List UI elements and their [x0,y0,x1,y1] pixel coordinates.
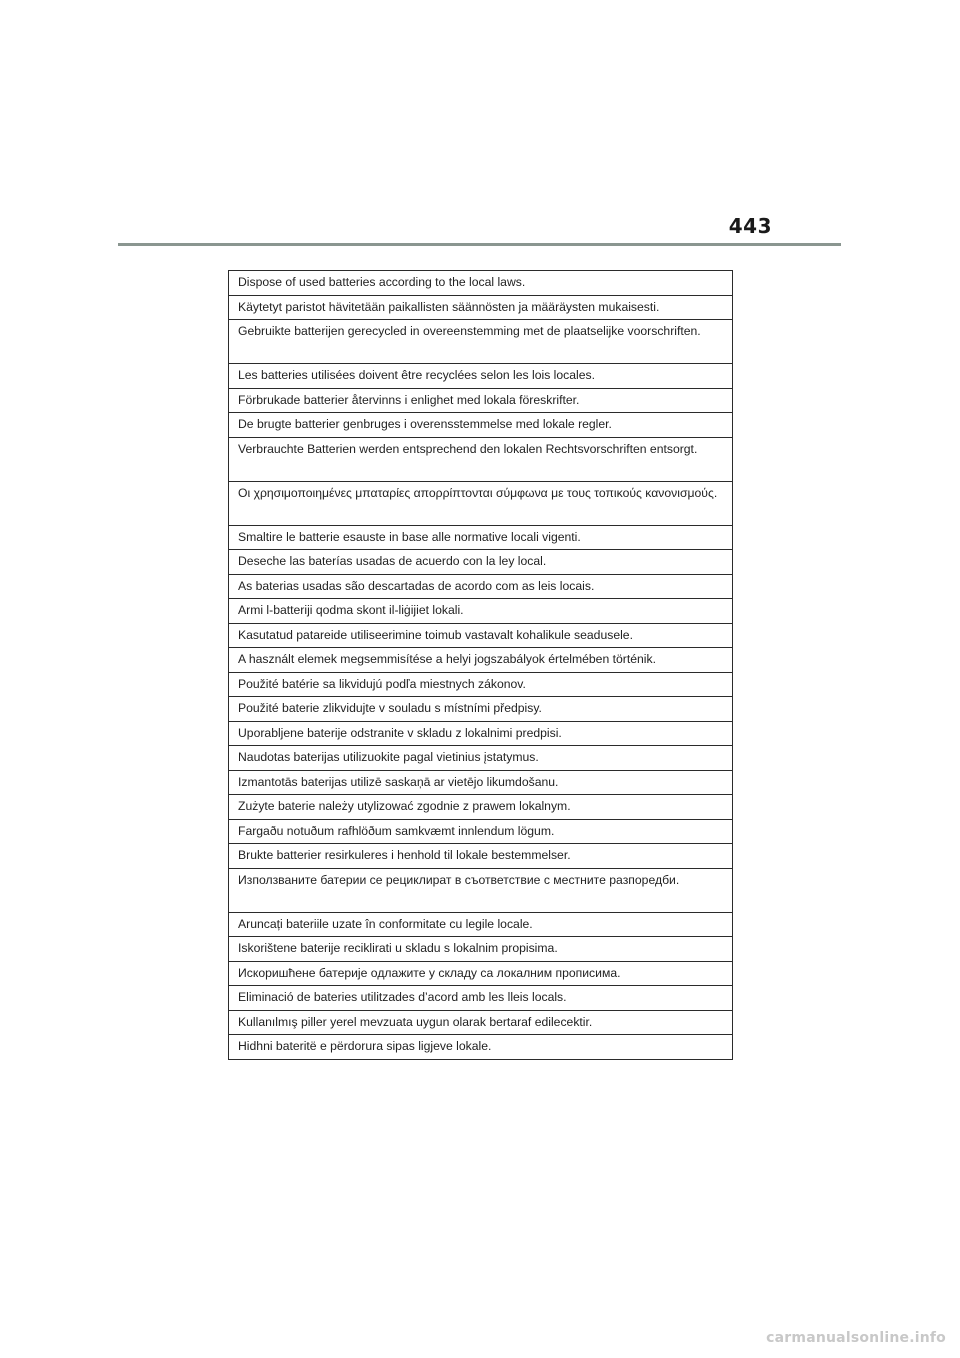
statement-maltese: Armi l-batteriji qodma skont il-liġijiet lokali. [229,599,733,624]
table-row [229,697,733,722]
statement-hungarian: A használt elemek megsemmisítése a helyi jogszabályok értelmében történik. [229,648,733,673]
watermark [0,1330,960,1346]
table-row [229,912,733,937]
table-row [229,721,733,746]
table-row [229,388,733,413]
table-row [229,525,733,550]
table-row [229,819,733,844]
table-row [229,437,733,481]
statement-dutch: Gebruikte batterijen gerecycled in overeenstemming met de plaatselijke voorschriften. [229,320,733,364]
statement-romanian: Aruncați bateriile uzate în conformitate cu legile locale. [229,912,733,937]
battery-disposal-table [228,270,733,1060]
statement-bulgarian: Използваните батерии се рециклират в съответствие с местните разпоредби. [229,868,733,912]
table-row [229,481,733,525]
statement-finnish: Käytetyt paristot hävitetään paikallisten säännösten ja määräysten mukaisesti. [229,295,733,320]
table-row [229,770,733,795]
statement-polish: Zużyte baterie należy utylizować zgodnie z prawem lokalnym. [229,795,733,820]
statement-italian: Smaltire le batterie esauste in base alle normative locali vigenti. [229,525,733,550]
statement-greek: Οι χρησιμοποιημένες μπαταρίες απορρίπτονται σύμφωνα με τους τοπικούς κανονισμούς. [229,481,733,525]
statement-czech: Použité baterie zlikvidujte v souladu s místními předpisy. [229,697,733,722]
statement-portuguese: As baterias usadas são descartadas de acordo com as leis locais. [229,574,733,599]
table-row [229,1035,733,1060]
table-row [229,844,733,869]
statement-albanian: Hidhni bateritë e përdorura sipas ligjeve lokale. [229,1035,733,1060]
table-row [229,295,733,320]
table-row [229,937,733,962]
statement-catalan: Eliminació de bateries utilitzades d’acord amb les lleis locals. [229,986,733,1011]
statement-slovak: Použité batérie sa likvidujú podľa miestnych zákonov. [229,672,733,697]
table-row [229,413,733,438]
table-row [229,648,733,673]
table-row [229,672,733,697]
statement-latvian: Izmantotās baterijas utilizē saskaņā ar vietējo likumdošanu. [229,770,733,795]
statement-french: Les batteries utilisées doivent être recyclées selon les lois locales. [229,364,733,389]
statement-german: Verbrauchte Batterien werden entsprechend den lokalen Rechtsvorschriften entsorgt. [229,437,733,481]
table-row [229,961,733,986]
table-row [229,320,733,364]
page-number: 443 [728,214,772,238]
table-row [229,271,733,296]
statement-turkish: Kullanılmış piller yerel mevzuata uygun olarak bertaraf edilecektir. [229,1010,733,1035]
statement-estonian: Kasutatud patareide utiliseerimine toimub vastavalt kohalikule seadusele. [229,623,733,648]
watermark-text: carmanualsonline.info [766,1330,946,1346]
header-divider [118,243,841,246]
table-row [229,746,733,771]
table-row [229,1010,733,1035]
statement-spanish: Deseche las baterías usadas de acuerdo con la ley local. [229,550,733,575]
table-row [229,574,733,599]
statement-slovenian: Uporabljene baterije odstranite v skladu z lokalnimi predpisi. [229,721,733,746]
statement-norwegian: Brukte batterier resirkuleres i henhold til lokale bestemmelser. [229,844,733,869]
table-row [229,795,733,820]
table-row [229,364,733,389]
table-row [229,550,733,575]
statement-icelandic: Fargaðu notuðum rafhlöðum samkvæmt innlendum lögum. [229,819,733,844]
statement-danish: De brugte batterier genbruges i overensstemmelse med lokale regler. [229,413,733,438]
table-row [229,868,733,912]
table-row [229,623,733,648]
statement-lithuanian: Naudotas baterijas utilizuokite pagal vietinius įstatymus. [229,746,733,771]
statement-swedish: Förbrukade batterier återvinns i enlighet med lokala föreskrifter. [229,388,733,413]
statement-serbian: Искоришћене батерије одлажите у складу са локалним прописима. [229,961,733,986]
statement-croatian: Iskorištene baterije reciklirati u skladu s lokalnim propisima. [229,937,733,962]
statement-english: Dispose of used batteries according to the local laws. [229,271,733,296]
table-row [229,599,733,624]
table-row [229,986,733,1011]
